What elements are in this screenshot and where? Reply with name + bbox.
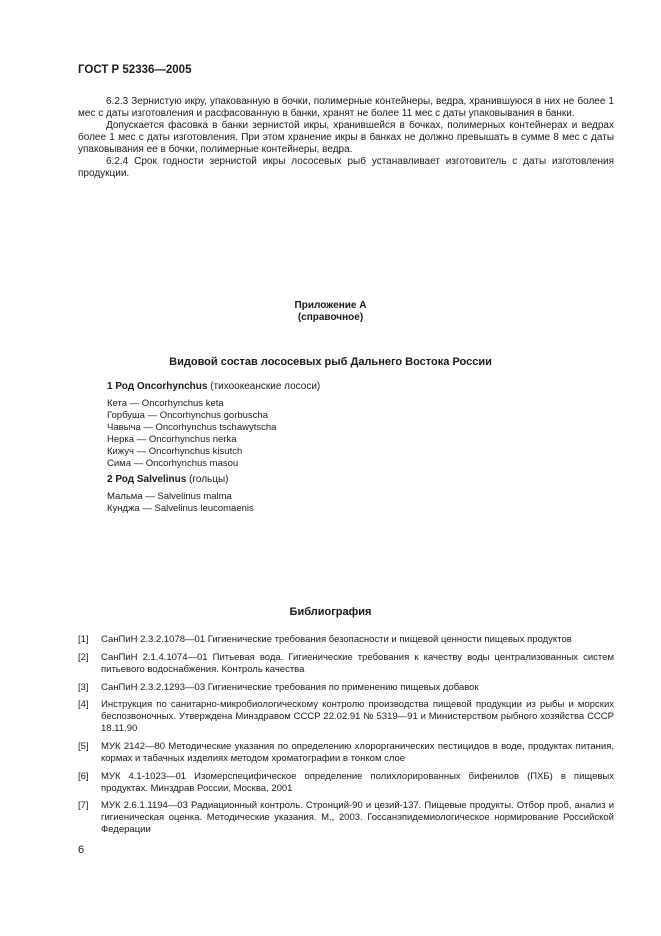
genus-heading xyxy=(107,474,229,485)
species-item: Кижуч — Oncorhynchus kisutch xyxy=(107,446,243,457)
genus-note: (тихоокеанские лососи) xyxy=(207,381,321,392)
bibliography-text: МУК 2.6.1.1194—03 Радиационный контроль. Стронций-90 и цезий-137. Пищевые продукты. Отбор проб, анализ и гигиеническая оценка. Методические указания. М., 2003. Госсанэпидемиологическое нормирование Российской Федерации xyxy=(101,800,614,835)
bibliography-text: СанПиН 2.3.2.1293—03 Гигиенические требования по применению пищевых добавок xyxy=(101,682,479,693)
section-text xyxy=(78,96,614,180)
species-list xyxy=(107,491,254,515)
species-item: Нерка — Oncorhynchus nerka xyxy=(107,434,237,445)
bibliography-number: [3] xyxy=(78,682,89,693)
bibliography-item xyxy=(78,682,614,694)
bibliography-number: [4] xyxy=(78,699,89,710)
bibliography-item xyxy=(78,652,614,676)
species-item: Сима — Oncorhynchus masou xyxy=(107,458,239,469)
species-item: Кета — Oncorhynchus keta xyxy=(107,398,224,409)
genus-heading xyxy=(107,381,320,392)
bibliography-text: МУК 2142—80 Методические указания по определению хлорорганических пестицидов в воде, продуктах питания, кормах и табачных изделиях методом хроматографии в тонком слое xyxy=(101,741,614,764)
genus-name: 1 Род Oncorhynchus xyxy=(107,381,208,392)
appendix-heading xyxy=(0,300,661,324)
bibliography-item xyxy=(78,634,614,646)
bibliography-number: [6] xyxy=(78,771,89,782)
bibliography-title: Библиография xyxy=(289,606,372,618)
bibliography-text: МУК 4.1-1023—01 Изомерспецифическое определение полихлорированных бифенилов (ПХБ) в пищевых продуктах. Минздрав России, Москва, 2001 xyxy=(101,771,614,794)
bibliography-text: Инструкция по санитарно-микробиологическому контролю производства пищевой продукции из рыбы и морских беспозвоночных. Утверждена Минздравом СССР 22.02.91 № 5319—91 и Министерством рыбного хозяйства СССР 18.11.90 xyxy=(101,699,614,734)
genus-name: 2 Род Salvelinus xyxy=(107,474,187,485)
paragraph-fasovka: Допускается фасовка в банки зернистой икры, хранившейся в бочках, полимерных контейнерах и ведрах более 1 мес с даты изготовления. При этом хранение икры в банках не должно превышать в сумме 8 мес с даты упаковывания ее в бочки, полимерные контейнеры, ведра. xyxy=(78,120,614,155)
bibliography-number: [5] xyxy=(78,741,89,752)
bibliography-item xyxy=(78,771,614,795)
paragraph-6-2-3: 6.2.3 Зернистую икру, упакованную в бочки, полимерные контейнеры, ведра, хранившуюся в них не более 1 мес с даты изготовления и расфасованную в банки, хранят не более 11 мес с даты упаковывания в банки. xyxy=(78,96,614,119)
bibliography-text: СанПиН 2.3.2.1078—01 Гигиенические требования безопасности и пищевой ценности пищевых продуктов xyxy=(101,634,572,645)
species-item: Чавыча — Oncorhynchus tschawytscha xyxy=(107,422,277,433)
species-item: Кунджа — Salvelinus leucomaenis xyxy=(107,503,254,514)
genus-note: (гольцы) xyxy=(186,474,229,485)
species-item: Горбуша — Oncorhynchus gorbuscha xyxy=(107,410,268,421)
bibliography-number: [1] xyxy=(78,634,89,645)
bibliography-item xyxy=(78,741,614,765)
bibliography-text: СанПиН 2.1.4.1074—01 Питьевая вода. Гигиенические требования к качеству воды централизованных систем питьевого водоснабжения. Контроль качества xyxy=(101,652,614,675)
bibliography-item xyxy=(78,699,614,735)
bibliography-number: [2] xyxy=(78,652,89,663)
species-title: Видовой состав лососевых рыб Дальнего Востока России xyxy=(169,356,492,368)
document-header: ГОСТ Р 52336—2005 xyxy=(78,64,192,76)
species-list xyxy=(107,398,276,470)
page-number: 6 xyxy=(78,844,85,856)
paragraph-6-2-4: 6.2.4 Срок годности зернистой икры лососевых рыб устанавливает изготовитель с даты изготовления продукции. xyxy=(78,156,614,179)
bibliography-number: [7] xyxy=(78,800,89,811)
bibliography-item xyxy=(78,800,614,836)
species-item: Мальма — Salvelinus malma xyxy=(107,491,232,502)
appendix-title: Приложение А xyxy=(294,300,367,311)
appendix-subtitle: (справочное) xyxy=(297,312,364,323)
